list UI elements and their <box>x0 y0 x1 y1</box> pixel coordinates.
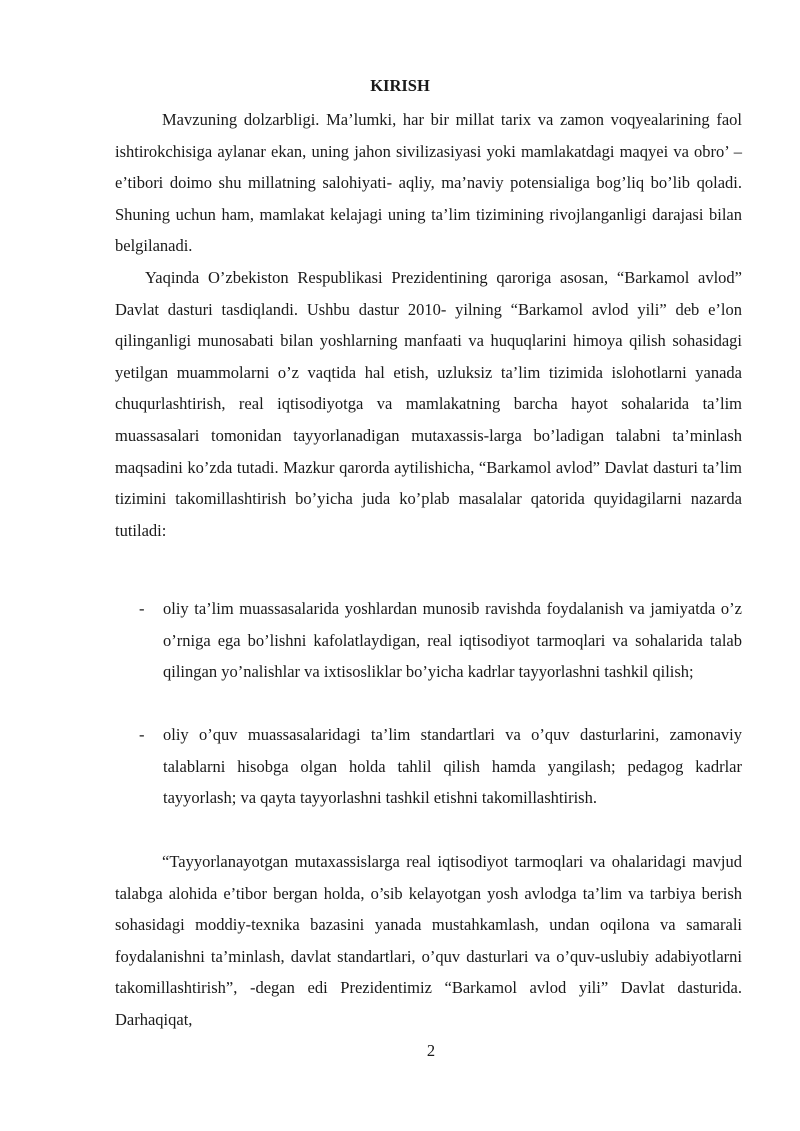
page-number: 2 <box>426 1041 436 1060</box>
list-item <box>115 593 742 688</box>
paragraph-relevance: Mavzuning dolzarbligi. Ma’lumki, har bir millat tarix va zamon voqyealarining faol ishtirokchisiga aylanar ekan, uning jahon sivilizasiyasi yoki mamlakatdagi maqyei va obro’ – e’tibori doimo shu millatning salohiyati- aqliy, ma’naviy potensialiga bog’liq bo’lib qoladi. Shuning uchun ham, mamlakat kelajagi uning ta’lim tizimining rivojlanganligi darajasi bilan belgilanadi. <box>115 110 742 256</box>
paragraph-program: Yaqinda O’zbekiston Respublikasi Prezidentining qaroriga asosan, “Barkamol avlod” Davlat dasturi tasdiqlandi. Ushbu dastur 2010- yilning “Barkamol avlod yili” deb e’lon qilinganligi munosabati bilan yoshlarning manfaati va huquqlarini himoya qilish sohasidagi yetilgan muammolarni o’z vaqtida hal etish, uzluksiz ta’lim tizimida islohotlarni yanada chuqurlashtirish, real iqtisodiyotga va mamlakatning barcha hayot sohalarida ta’lim muassasalari tomonidan tayyorlanadigan mutaxassis-larga bo’ladigan talabni ta’minlash maqsadini ko’zda tutadi. Mazkur qarorda aytilishicha, “Barkamol avlod” Davlat dasturi ta’lim tizimini takomillashtirish bo’yicha juda ko’plab masalalar qatorida quyidagilarni nazarda tutiladi: <box>115 268 742 540</box>
list-marker: - <box>139 725 145 744</box>
list-marker: - <box>139 599 145 618</box>
list-item-text: oliy o’quv muassasalaridagi ta’lim standartlari va o’quv dasturlarini, zamonaviy talablarni hisobga olgan holda tahlil qilish hamda yangilash; pedagog kadrlar tayyorlash; va qayta tayyorlashni tashkil etishni takomillashtirish. <box>163 725 742 808</box>
paragraph-quote: “Tayyorlanayotgan mutaxassislarga real iqtisodiyot tarmoqlari va ohalaridagi mavjud talabga alohida e’tibor bergan holda, o’sib kelayotgan yosh avlodga ta’lim va tarbiya berish sohasidagi moddiy-texnika bazasini yanada mustahkamlash, undan oqilona va samarali foydalanishni ta’minlash, davlat standartlari, o’quv dasturlari va o’quv-uslubiy adabiyotlarni takomillashtirish”, -degan edi Prezidentimiz “Barkamol avlod yili” Davlat dasturida. Darhaqiqat, <box>115 852 742 1029</box>
list-item-text: oliy ta’lim muassasalarida yoshlardan munosib ravishda foydalanish va jamiyatda o’z o’rniga ega bo’lishni kafolatlaydigan, real iqtisodiyot tarmoqlari va sohalarida talab qilingan yo’nalishlar va ixtisosliklar bo’yicha kadrlar tayyorlashni tashkil qilish; <box>163 599 742 682</box>
section-title: KIRISH <box>370 76 430 95</box>
list-item <box>115 719 742 814</box>
